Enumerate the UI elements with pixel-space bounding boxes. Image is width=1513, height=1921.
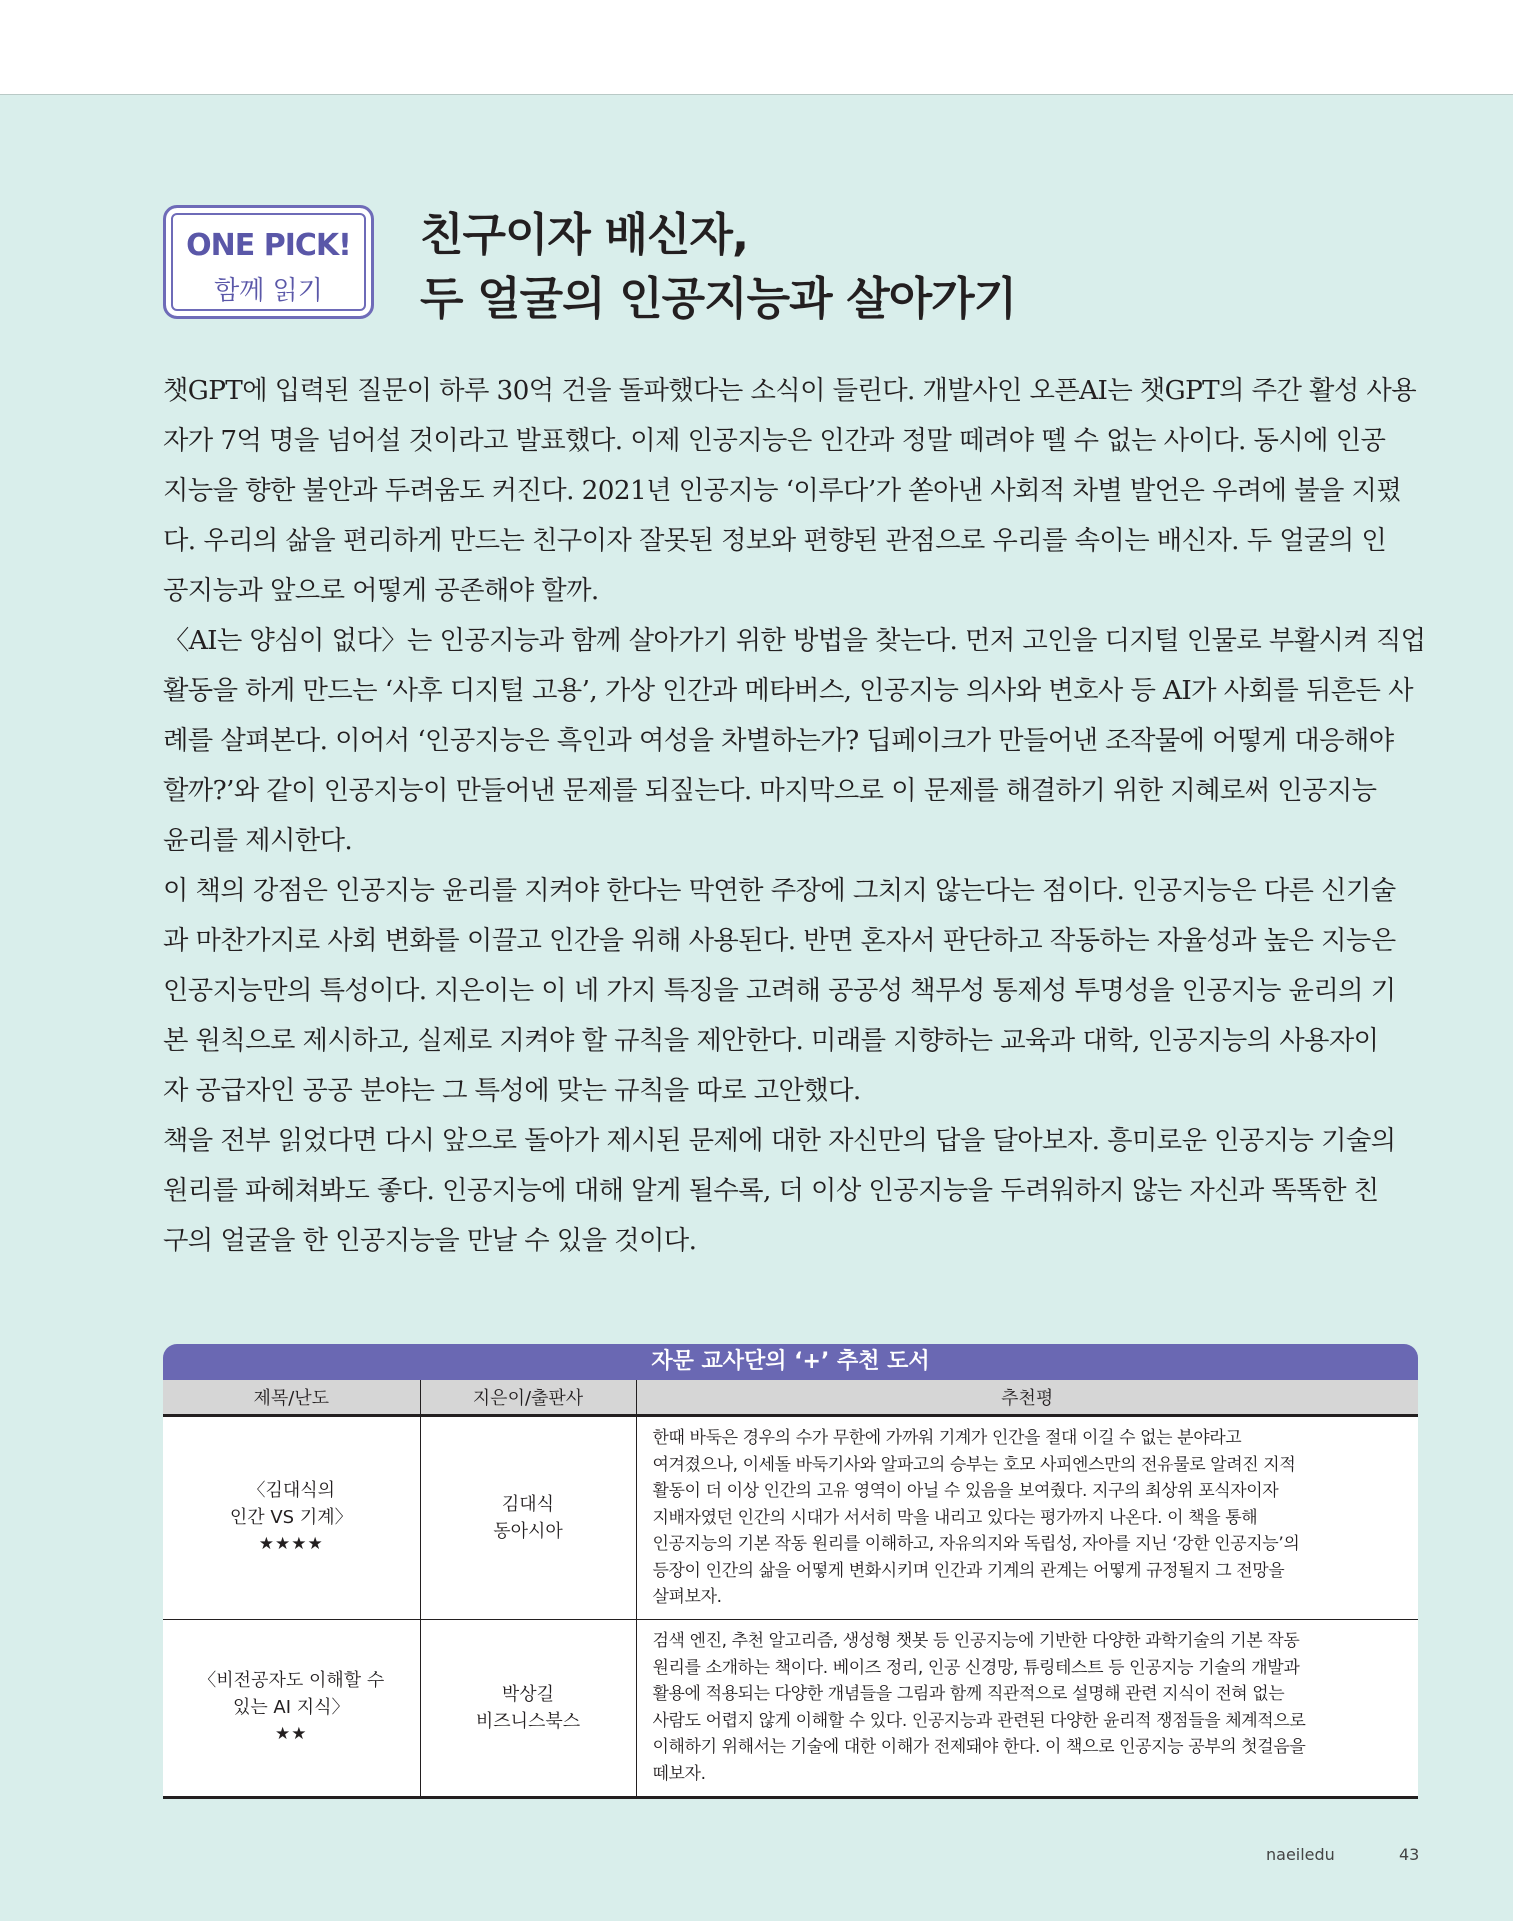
review-line: 활용에 적용되는 다양한 개념들을 그림과 함께 직관적으로 설명해 관련 지식이 전혀 없는: [652, 1684, 1285, 1704]
body-line: 자 공급자인 공공 분야는 그 특성에 맞는 규칙을 따로 고안했다.: [163, 1076, 861, 1106]
table-row: [163, 1619, 1418, 1797]
body-line: 할까?’와 같이 인공지능이 만들어낸 문제를 되짚는다. 마지막으로 이 문제를 해결하기 위한 지혜로써 인공지능: [163, 776, 1377, 806]
review-line: 등장이 인간의 삶을 어떻게 변화시키며 인간과 기계의 관계는 어떻게 규정될지 그 전망을: [652, 1560, 1285, 1581]
header-title: 제목/난도: [163, 1380, 420, 1416]
review-line: 검색 엔진, 추천 알고리즘, 생성형 챗봇 등 인공지능에 기반한 다양한 과학기술의 기본 작동: [652, 1631, 1300, 1651]
book-title-cell: [163, 1619, 420, 1797]
body-line: 인공지능만의 특성이다. 지은이는 이 네 가지 특징을 고려해 공공성 책무성 통제성 투명성을 인공지능 윤리의 기: [163, 976, 1396, 1006]
review-line: 한때 바둑은 경우의 수가 무한에 가까워 기계가 인간을 절대 이길 수 없는 분야라고: [652, 1428, 1242, 1448]
body-line: 지능을 향한 불안과 두려움도 커진다. 2021년 인공지능 ‘이루다’가 쏟아낸 사회적 차별 발언은 우려에 불을 지폈: [163, 476, 1402, 506]
heading-line-2: 두 얼굴의 인공지능과 살아가기: [420, 272, 1017, 325]
table-row: [163, 1416, 1418, 1620]
article-body: [163, 366, 1426, 1266]
review-line: 활동이 더 이상 인간의 고유 영역이 아닐 수 있음을 보여줬다. 지구의 최상위 포식자이자: [652, 1481, 1279, 1501]
book-title-line: 인간 VS 기계〉: [229, 1507, 353, 1529]
review-line: 떼보자.: [652, 1763, 706, 1784]
body-line: 〈AI는 양심이 없다〉는 인공지능과 함께 살아가기 위한 방법을 찾는다. 먼저 고인을 디지털 인물로 부활시켜 직업: [163, 626, 1426, 656]
table-header-row: [163, 1380, 1418, 1416]
body-line: 책을 전부 읽었다면 다시 앞으로 돌아가 제시된 문제에 대한 자신만의 답을 달아보자. 흥미로운 인공지능 기술의: [163, 1126, 1396, 1156]
header-author: 지은이/출판사: [420, 1380, 636, 1416]
recommended-books-table: [163, 1344, 1418, 1799]
book-title-line: 〈비전공자도 이해할 수: [198, 1670, 385, 1691]
publisher-name: 비즈니스북스: [475, 1710, 581, 1732]
difficulty-stars: ★★: [275, 1724, 308, 1744]
book-title-line: 〈김대식의: [247, 1480, 336, 1502]
author-name: 박상길: [501, 1683, 555, 1705]
review-line: 인공지능의 기본 작동 원리를 이해하고, 자유의지와 독립성, 자아를 지닌 ‘강한 인공지능’의: [652, 1534, 1300, 1554]
body-line: 구의 얼굴을 한 인공지능을 만날 수 있을 것이다.: [163, 1226, 697, 1256]
body-line: 활동을 하게 만드는 ‘사후 디지털 고용’, 가상 인간과 메타버스, 인공지능 의사와 변호사 등 AI가 사회를 뒤흔든 사: [163, 676, 1413, 706]
review-line: 사람도 어렵지 않게 이해할 수 있다. 인공지능과 관련된 다양한 윤리적 쟁점들을 체계적으로: [652, 1710, 1306, 1731]
author-name: 김대식: [501, 1493, 555, 1515]
body-line: 례를 살펴본다. 이어서 ‘인공지능은 흑인과 여성을 차별하는가? 딥페이크가 만들어낸 조작물에 어떻게 대응해야: [163, 726, 1394, 756]
review-line: 살펴보자.: [652, 1587, 722, 1607]
author-publisher-cell: [420, 1416, 636, 1620]
footer-brand: naeiledu: [1266, 1845, 1335, 1864]
publisher-name: 동아시아: [493, 1520, 563, 1542]
review-cell: [636, 1416, 1418, 1620]
review-line: 원리를 소개하는 책이다. 베이즈 정리, 인공 신경망, 튜링테스트 등 인공지능 기술의 개발과: [652, 1657, 1300, 1678]
book-title-cell: [163, 1416, 420, 1620]
body-line: 다. 우리의 삶을 편리하게 만드는 친구이자 잘못된 정보와 편향된 관점으로 우리를 속이는 배신자. 두 얼굴의 인: [163, 526, 1387, 556]
badge-title: ONE PICK!: [186, 228, 351, 263]
review-line: 지배자였던 인간의 시대가 서서히 막을 내리고 있다는 평가까지 나온다. 이 책을 통해: [652, 1507, 1258, 1528]
body-line: 윤리를 제시한다.: [163, 826, 353, 856]
review-line: 이해하기 위해서는 기술에 대한 이해가 전제돼야 한다. 이 책으로 인공지능 공부의 첫걸음을: [652, 1737, 1306, 1757]
table-title: 자문 교사단의 ‘+’ 추천 도서: [163, 1344, 1418, 1380]
author-publisher-cell: [420, 1619, 636, 1797]
body-line: 자가 7억 명을 넘어설 것이라고 발표했다. 이제 인공지능은 인간과 정말 떼려야 뗄 수 없는 사이다. 동시에 인공: [163, 426, 1386, 456]
body-line: 공지능과 앞으로 어떻게 공존해야 할까.: [163, 576, 599, 606]
header-review: 추천평: [636, 1380, 1418, 1416]
review-cell: [636, 1619, 1418, 1797]
book-title-line: 있는 AI 지식〉: [232, 1697, 350, 1718]
badge-subtitle: 함께 읽기: [214, 276, 323, 306]
one-pick-badge: [163, 205, 374, 319]
books-table: [163, 1380, 1418, 1799]
body-line: 원리를 파헤쳐봐도 좋다. 인공지능에 대해 알게 될수록, 더 이상 인공지능을 두려워하지 않는 자신과 똑똑한 친: [163, 1176, 1379, 1206]
difficulty-stars: ★★★★: [258, 1534, 324, 1555]
heading-line-1: 친구이자 배신자,: [420, 208, 749, 261]
body-line: 챗GPT에 입력된 질문이 하루 30억 건을 돌파했다는 소식이 들린다. 개발사인 오픈AI는 챗GPT의 주간 활성 사용: [163, 376, 1417, 406]
body-line: 본 원칙으로 제시하고, 실제로 지켜야 할 규칙을 제안한다. 미래를 지향하는 교육과 대학, 인공지능의 사용자이: [163, 1026, 1379, 1056]
page-number: 43: [1399, 1845, 1420, 1864]
article-heading: [420, 203, 1420, 331]
body-line: 과 마찬가지로 사회 변화를 이끌고 인간을 위해 사용된다. 반면 혼자서 판단하고 작동하는 자율성과 높은 지능은: [163, 926, 1396, 956]
review-line: 여겨졌으나, 이세돌 바둑기사와 알파고의 승부는 호모 사피엔스만의 전유물로 알려진 지적: [652, 1454, 1296, 1475]
body-line: 이 책의 강점은 인공지능 윤리를 지켜야 한다는 막연한 주장에 그치지 않는다는 점이다. 인공지능은 다른 신기술: [163, 876, 1396, 906]
